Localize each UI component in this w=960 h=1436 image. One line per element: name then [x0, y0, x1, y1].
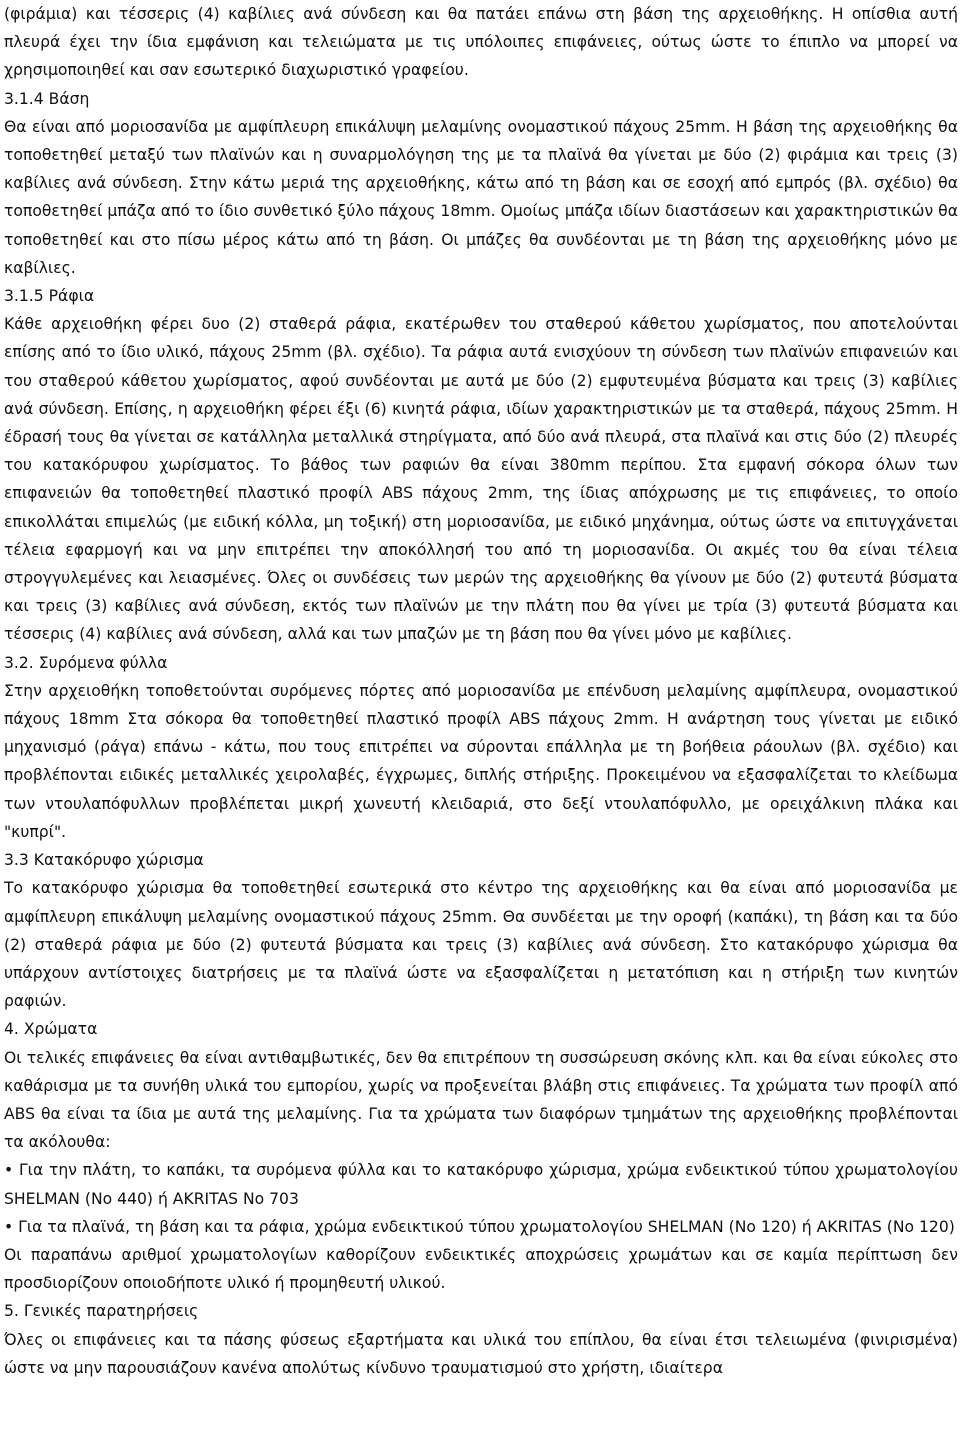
list-item-colors-sides: • Για τα πλαϊνά, τη βάση και τα ράφια, χρώμα ενδεικτικού τύπου χρωματολογίου SHELMAN (No 120) ή AKRITAS (No 120): [4, 1217, 955, 1236]
heading-5-general-remarks: 5. Γενικές παρατηρήσεις: [4, 1302, 199, 1321]
paragraph-general-remarks: Όλες οι επιφάνειες και τα πάσης φύσεως εξαρτήματα και υλικά του επίπλου, θα είναι έτσι τελειωμένα (φινιρισμένα) ώστε να μην παρουσιάζουν κανένα απολύτως κίνδυνο τραυματισμού στο χρήστη, ιδιαίτερα: [4, 1330, 958, 1377]
paragraph-shelves: Κάθε αρχειοθήκη φέρει δυο (2) σταθερά ράφια, εκατέρωθεν του σταθερού κάθετου χωρίσματος, που αποτελούνται επίσης από το ίδιο υλικό, πάχους 25mm (βλ. σχέδιο). Τα ράφια αυτά ενισχύουν τη σύνδεση των πλαϊνών επιφανειών και του σταθερού κάθετου χωρίσματος, αφού συνδέονται με αυτά με δύο (2) εμφυτευμένα βύσματα και τρεις (3) καβίλιες ανά σύνδεση. Επίσης, η αρχειοθήκη φέρει έξι (6) κινητά ράφια, ιδίων χαρακτηριστικών με τα σταθερά, πάχους 25mm. Η έδρασή τους θα γίνεται σε κατάλληλα μεταλλικά στηρίγματα, από δύο ανά πλευρά, στα πλαϊνά και στις δύο (2) πλευρές του κατακόρυφου χωρίσματος. Το βάθος των ραφιών θα είναι 380mm περίπου. Στα εμφανή σόκορα όλων των επιφανειών θα τοποθετηθεί πλαστικό προφίλ ABS πάχους 2mm, της ίδιας απόχρωσης με τις επιφάνειες, το οποίο επικολλάται επιμελώς (με ειδική κόλλα, μη τοξική) στη μοριοσανίδα, με ειδικό μηχάνημα, ούτως ώστε να επιτυγχάνεται τέλεια εφαρμογή και να μην επιτρέπει την αποκόλλησή του από τη μοριοσανίδα. Οι ακμές του θα είναι τέλεια στρογγυλεμένες και λειασμένες. Όλες οι συνδέσεις των μερών της αρχειοθήκης θα γίνουν με δύο (2) φυτευτά βύσματα και τρεις (3) καβίλιες ανά σύνδεση, εκτός των πλαϊνών με την πλάτη που θα γίνει με τρία (3) φυτευτά βύσματα και τέσσερις (4) καβίλιες ανά σύνδεση, αλλά και των μπαζών με τη βάση που θα γίνει μόνο με καβίλιες.: [4, 315, 958, 644]
paragraph-back-panel: (φιράμια) και τέσσερις (4) καβίλιες ανά σύνδεση και θα πατάει επάνω στη βάση της αρχειοθήκης. Η οπίσθια αυτή πλευρά έχει την ίδια εμφάνιση και τελειώματα με τις υπόλοιπες επιφάνειες, ούτως ώστε το έπιπλο να μπορεί να χρησιμοποιηθεί και σαν εσωτερικό διαχωριστικό γραφείου.: [4, 5, 958, 80]
heading-3-2-sliding-doors: 3.2. Συρόμενα φύλλα: [4, 653, 168, 672]
heading-4-colors: 4. Χρώματα: [4, 1020, 98, 1039]
list-item-colors-back: • Για την πλάτη, το καπάκι, τα συρόμενα φύλλα και το κατακόρυφο χώρισμα, χρώμα ενδεικτικού τύπου χρωματολογίου SHELMAN (No 440) ή AKRITAS No 703: [4, 1161, 958, 1208]
heading-3-1-4-base: 3.1.4 Βάση: [4, 89, 90, 108]
paragraph-colors: Οι τελικές επιφάνειες θα είναι αντιθαμβωτικές, δεν θα επιτρέπουν τη συσσώρευση σκόνης κλπ. και θα είναι εύκολες στο καθάρισμα με τα συνήθη υλικά του εμπορίου, χωρίς να προξενείται βλάβη στις επιφάνειες. Τα χρώματα των προφίλ από ABS θα είναι τα ίδια με αυτά της μελαμίνης. Για τα χρώματα των διαφόρων τμημάτων της αρχειοθήκης προβλέπονται τα ακόλουθα:: [4, 1048, 958, 1152]
paragraph-sliding-doors: Στην αρχειοθήκη τοποθετούνται συρόμενες πόρτες από μοριοσανίδα με επένδυση μελαμίνης αμφίπλευρα, ονομαστικού πάχους 18mm Στα σόκορα θα τοποθετηθεί πλαστικό προφίλ ABS πάχους 2mm. Η ανάρτηση τους γίνεται με ειδικό μηχανισμό (ράγα) επάνω - κάτω, που τους επιτρέπει να σύρονται επάλληλα με τη βοήθεια ράουλων (βλ. σχέδιο) και προβλέπονται ειδικές μεταλλικές χειρολαβές, έγχρωμες, διπλής στήριξης. Προκειμένου να εξασφαλίζεται το κλείδωμα των ντουλαπόφυλλων προβλέπεται μικρή χωνευτή κλειδαριά, στο δεξί ντουλαπόφυλλο, με ορειχάλκινη πλάκα και "κυπρί".: [4, 681, 958, 841]
paragraph-base: Θα είναι από μοριοσανίδα με αμφίπλευρη επικάλυψη μελαμίνης ονομαστικού πάχους 25mm. Η βάση της αρχειοθήκης θα τοποθετηθεί μεταξύ των πλαϊνών και η συναρμολόγηση της με τα πλαϊνά θα γίνεται με δύο (2) φιράμια και τρεις (3) καβίλιες ανά σύνδεση. Στην κάτω μεριά της αρχειοθήκης, κάτω από τη βάση και σε εσοχή από εμπρός (βλ. σχέδιο) θα τοποθετηθεί μπάζα από το ίδιο συνθετικό ξύλο πάχους 18mm. Ομοίως μπάζα ιδίων διαστάσεων και χαρακτηριστικών θα τοποθετηθεί και στο πίσω μέρος κάτω από τη βάση. Οι μπάζες θα συνδέονται με τη βάση της αρχειοθήκης μόνο με καβίλιες.: [4, 117, 958, 277]
paragraph-vertical-partition: Το κατακόρυφο χώρισμα θα τοποθετηθεί εσωτερικά στο κέντρο της αρχειοθήκης και θα είναι από μοριοσανίδα με αμφίπλευρη επικάλυψη μελαμίνης ονομαστικού πάχους 25mm. Θα συνδέεται με την οροφή (καπάκι), τη βάση και τα δύο (2) σταθερά ράφια με δύο (2) φυτευτά βύσματα και τρεις (3) καβίλιες ανά σύνδεση. Στο κατακόρυφο χώρισμα θα υπάρχουν αντίστοιχες διατρήσεις με τα πλαϊνά ώστε να εξασφαλίζεται η μετατόπιση και η στήριξη των κινητών ραφιών.: [4, 879, 958, 1011]
heading-3-1-5-shelves: 3.1.5 Ράφια: [4, 287, 95, 306]
paragraph-color-codes-note: Οι παραπάνω αριθμοί χρωματολογίων καθορίζουν ενδεικτικές αποχρώσεις χρωμάτων και σε καμία περίπτωση δεν προσδιορίζουν οποιοδήποτε υλικό ή προμηθευτή υλικού.: [4, 1245, 958, 1293]
heading-3-3-vertical-partition: 3.3 Κατακόρυφο χώρισμα: [4, 851, 204, 870]
